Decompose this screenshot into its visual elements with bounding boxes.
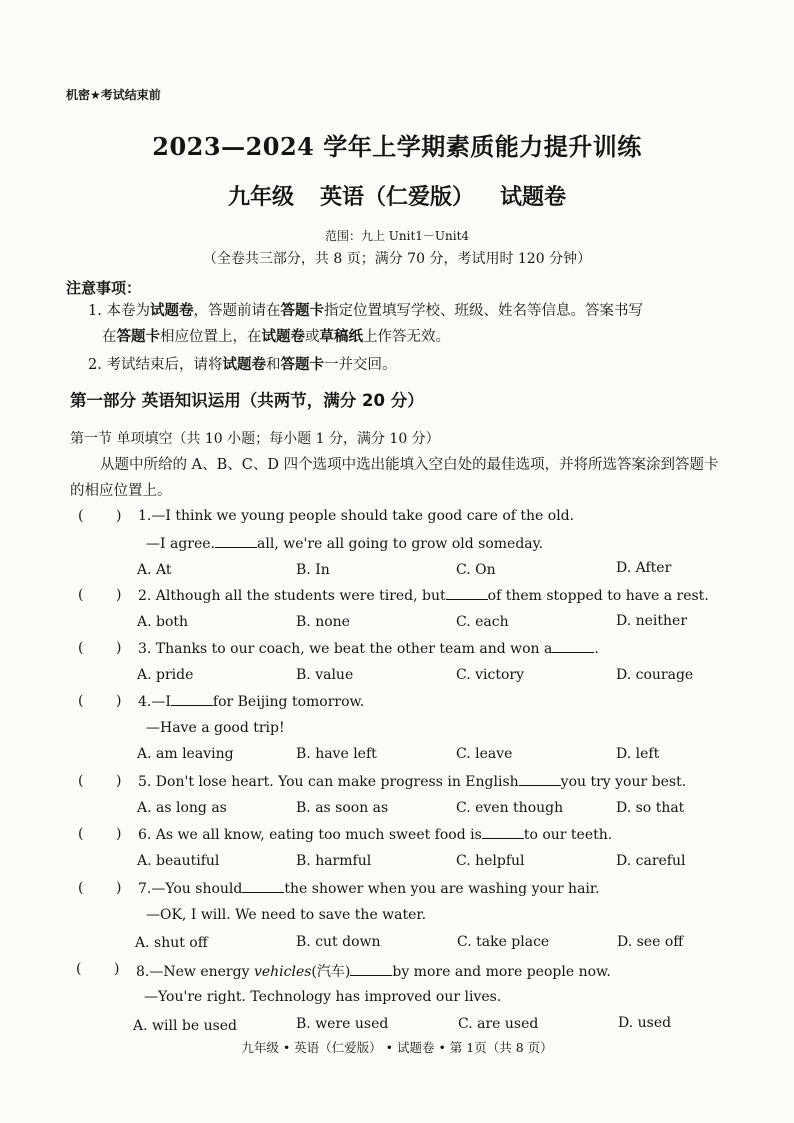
- option-a: A. beautiful: [137, 853, 220, 869]
- answer-blank: [552, 640, 594, 653]
- exam-page: 机密★考试结束前 2023—2024 学年上学期素质能力提升训练 九年级 英语（仁爱版） 试题卷 范围：九上 Unit1－Unit4 （全卷共三部分，共 8 页；满分 70 分，考试用时 120 分钟） 注意事项： 1. 本卷为试题卷，答题前请在答题卡指定位置填写学校、班级、姓名等信息。答案书写 在答题卡相应位置上，在试题卷或草稿纸上作答无效。 2. 考试结束后，请将试题卷和答题卡一并交回。 第一部分 英语知识运用（共两节，满分 20 分） 第一节 单项填空（共 10 小题；每小题 1 分，满分 10 分） 从题中所给的 A、B、C、D 四个选项中选出能填入空白处的最佳选项，并将所选答案涂到答题卡的相应位置上。 ( ) 1.—I think we young people should take good care of the old. —I agree. all, we're all going to grow old someday. A. At B. In C. On D. After ( ) 2. Although all the students were tired, but of them stopped to have a rest. A. both B. none C. each D. neither ( ) 3. Thanks to our coach, we beat the other team and won a . A. pride B. value C. victory D. courage ( ) 4.—I for Beijing tomorrow. —Have a good trip! A. am leaving B. have left C. leave D. left ( ) 5. Don't lose heart. You can make progress in English you try your best. A. as long as B. as soon as C. even though D. so that ( ) 6. As we all know, eating too much sweet food is to our teeth. A. beautiful B. harmful C. helpful D. careful ( ) 7.—You should the shower when you are washing your hair. —OK, I will. We need to save the water. A. shut off B. cut down C. take place D. see off ( ) 8.—New energy vehicles(汽车) by more and more people now. —You're right. Technology has improved our lives. A. will be used B. were used C. are used D. used 九年级 • 英语（仁爱版） • 试题卷 • 第 1页（共 8 页）: [0, 0, 794, 1123]
- option-d: D. see off: [617, 934, 684, 950]
- question-stem: 1.—I think we young people should take good care of the old.: [138, 508, 575, 524]
- section1-title: 第一节 单项填空（共 10 小题；每小题 1 分，满分 10 分）: [70, 431, 440, 447]
- answer-blank: [446, 587, 488, 600]
- option-d: D. used: [618, 1015, 672, 1031]
- option-b: B. In: [296, 562, 330, 578]
- question-7-line2: —OK, I will. We need to save the water.: [146, 907, 427, 923]
- question-1-line2: —I agree. all, we're all going to grow old someday.: [146, 536, 544, 552]
- option-c: C. On: [456, 562, 496, 578]
- scope-line: 范围：九上 Unit1－Unit4: [324, 229, 470, 243]
- notes-title: 注意事项：: [66, 279, 142, 297]
- answer-blank: [242, 880, 284, 893]
- option-d: D. courage: [616, 667, 694, 683]
- option-c: C. are used: [458, 1016, 539, 1032]
- option-a: A. At: [137, 562, 172, 578]
- option-b: B. harmful: [296, 853, 372, 869]
- confidential-label: 机密★考试结束前: [66, 88, 161, 102]
- note-item-1: 1. 本卷为试题卷，答题前请在答题卡指定位置填写学校、班级、姓名等信息。答案书写 在答题卡相应位置上，在试题卷或草稿纸上作答无效。: [88, 302, 643, 345]
- question-stem: 6. As we all know, eating too much sweet food is to our teeth.: [138, 827, 613, 843]
- option-b: B. were used: [296, 1016, 389, 1032]
- subject-label: 英语（仁爱版）: [319, 184, 474, 210]
- note-item-2: 2. 考试结束后，请将试题卷和答题卡一并交回。: [88, 356, 397, 373]
- question-stem: 7.—You should the shower when you are washing your hair.: [138, 881, 600, 897]
- option-a: A. both: [137, 614, 189, 630]
- page-footer: 九年级 • 英语（仁爱版） • 试题卷 • 第 1页（共 8 页）: [241, 1040, 553, 1055]
- answer-blank: [215, 535, 257, 548]
- question-4-line2: —Have a good trip!: [146, 720, 285, 736]
- exam-info: （全卷共三部分，共 8 页；满分 70 分，考试用时 120 分钟）: [202, 251, 592, 267]
- option-b: B. have left: [296, 746, 377, 762]
- option-c: C. take place: [457, 934, 550, 950]
- answer-blank: [171, 693, 213, 706]
- option-d: D. After: [616, 560, 672, 576]
- option-a: A. as long as: [137, 800, 227, 816]
- question-stem: 4.—I for Beijing tomorrow.: [138, 694, 365, 710]
- option-b: B. as soon as: [296, 800, 389, 816]
- answer-blank: [519, 773, 561, 786]
- option-d: D. so that: [616, 800, 685, 816]
- section1-instruction: 从题中所给的 A、B、C、D 四个选项中选出能填入空白处的最佳选项，并将所选答案涂到答题卡的相应位置上。: [70, 457, 719, 499]
- question-stem: 3. Thanks to our coach, we beat the other team and won a .: [138, 641, 599, 657]
- question-stem: 8.—New energy vehicles(汽车) by more and more people now.: [136, 964, 611, 980]
- option-c: C. leave: [456, 746, 513, 762]
- option-b: B. value: [296, 667, 354, 683]
- option-d: D. careful: [616, 853, 686, 869]
- paper-type-label: 试题卷: [500, 184, 567, 210]
- question-stem: 5. Don't lose heart. You can make progress in English you try your best.: [138, 774, 687, 790]
- exam-subtitle: [0, 180, 794, 211]
- answer-blank: [482, 826, 524, 839]
- option-b: B. none: [296, 614, 350, 630]
- option-c: C. even though: [456, 800, 564, 816]
- option-d: D. left: [616, 746, 660, 762]
- option-c: C. helpful: [456, 853, 525, 869]
- grade-label: 九年级: [227, 184, 294, 210]
- option-a: A. pride: [137, 667, 194, 683]
- option-c: C. each: [456, 614, 509, 630]
- question-stem: 2. Although all the students were tired, but of them stopped to have a rest.: [138, 588, 709, 604]
- option-a: A. will be used: [133, 1018, 238, 1034]
- part1-title: 第一部分 英语知识运用（共两节，满分 20 分）: [70, 391, 424, 410]
- option-d: D. neither: [616, 613, 688, 629]
- option-a: A. am leaving: [137, 746, 234, 762]
- exam-title: 2023—2024 学年上学期素质能力提升训练: [152, 132, 642, 161]
- option-a: A. shut off: [135, 935, 208, 951]
- option-b: B. cut down: [296, 934, 381, 950]
- option-c: C. victory: [456, 667, 524, 683]
- answer-blank: [350, 963, 392, 976]
- question-8-line2: —You're right. Technology has improved our lives.: [144, 989, 502, 1005]
